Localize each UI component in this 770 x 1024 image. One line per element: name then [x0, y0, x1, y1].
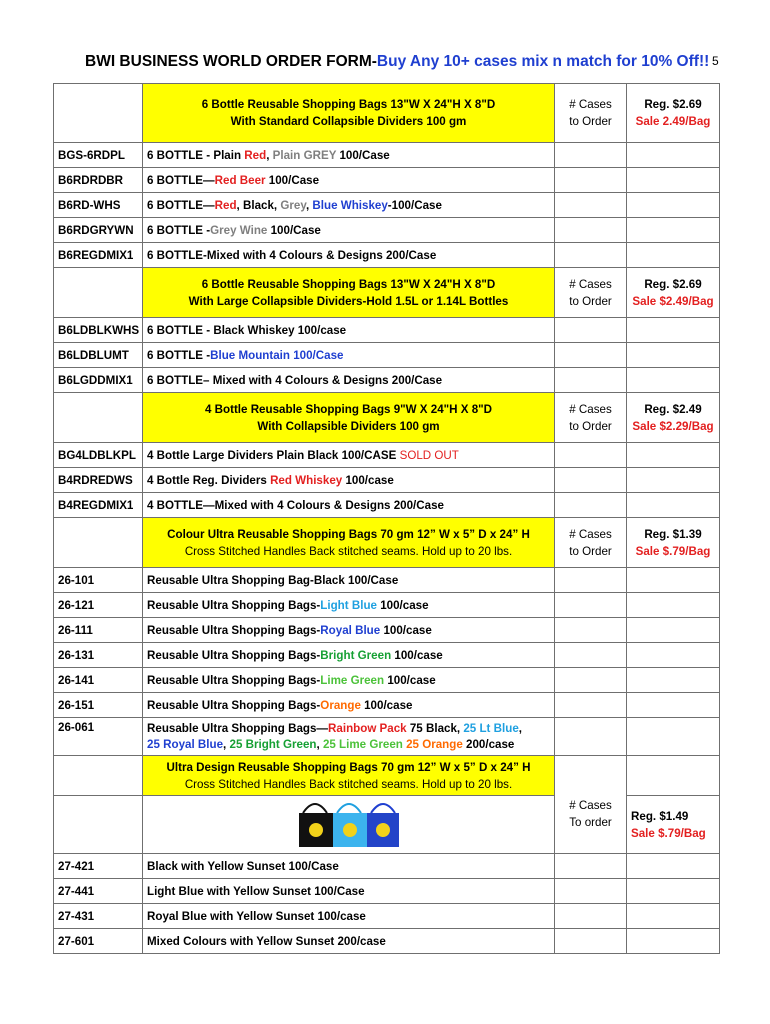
tote-bags-image [297, 797, 401, 849]
price-empty-cell [627, 368, 720, 393]
price-empty-cell [627, 929, 720, 954]
product-code: 26-121 [54, 593, 143, 618]
desc-part: 6 BOTTLE— [147, 198, 215, 212]
section-header [143, 268, 555, 318]
cases-label-line2: to Order [569, 115, 612, 128]
table-row [54, 929, 720, 954]
cases-input-cell[interactable] [555, 318, 627, 343]
desc-colour: Light Blue [320, 598, 377, 612]
table-row [54, 593, 720, 618]
desc-part: 6 BOTTLE - Plain [147, 148, 245, 162]
price-empty-cell [627, 218, 720, 243]
blank-code-cell [54, 84, 143, 143]
title-main: BWI BUSINESS WORLD ORDER FORM- [85, 53, 377, 70]
desc-colour: Red Whiskey [270, 473, 343, 487]
product-image [143, 796, 555, 854]
price-sale: Sale $2.29/Bag [632, 419, 714, 433]
desc-colour: Grey [280, 198, 306, 212]
product-code: 26-101 [54, 568, 143, 593]
cases-input-cell[interactable] [555, 218, 627, 243]
blank-code-cell [54, 268, 143, 318]
product-description [143, 343, 555, 368]
desc-colour: 25 Royal Blue [147, 737, 224, 751]
product-description [143, 443, 555, 468]
product-code: BGS-6RDPL [54, 143, 143, 168]
desc-colour: Orange [320, 698, 361, 712]
product-code: B6LDBLKWHS [54, 318, 143, 343]
product-code: B6LGDDMIX1 [54, 368, 143, 393]
price-empty-cell [627, 904, 720, 929]
price-empty-cell [627, 618, 720, 643]
product-description: 6 BOTTLE– Mixed with 4 Colours & Designs 200/Case [143, 368, 555, 393]
section-header-row [54, 84, 720, 143]
price-regular: Reg. $2.69 [644, 98, 702, 111]
price-empty-cell [627, 668, 720, 693]
desc-colour: Red [214, 198, 237, 212]
section-header [143, 756, 555, 796]
table-row [54, 218, 720, 243]
product-description [143, 218, 555, 243]
cases-label [555, 518, 627, 568]
table-row [54, 643, 720, 668]
cases-input-cell[interactable] [555, 368, 627, 393]
table-row [54, 854, 720, 879]
blank-code-cell [54, 756, 143, 796]
product-description: 6 BOTTLE-Mixed with 4 Colours & Designs 200/Case [143, 243, 555, 268]
product-description: Black with Yellow Sunset 100/Case [143, 854, 555, 879]
cases-input-cell[interactable] [555, 168, 627, 193]
cases-input-cell[interactable] [555, 343, 627, 368]
product-code: 27-601 [54, 929, 143, 954]
desc-colour: 25 Lime Green [322, 737, 403, 751]
table-row [54, 568, 720, 593]
page-title [85, 53, 709, 71]
table-row [54, 493, 720, 518]
desc-part: 100/Case [265, 173, 320, 187]
price-empty-cell [627, 493, 720, 518]
section-header-line1: Colour Ultra Reusable Shopping Bags 70 gm 12” W x 5” D x 24” H [167, 527, 530, 541]
table-row [54, 318, 720, 343]
cases-label-line1: # Cases [569, 799, 612, 812]
table-row [54, 343, 720, 368]
section-header-line2: Cross Stitched Handles Back stitched seams. Hold up to 20 lbs. [184, 777, 513, 791]
price-empty-cell [627, 243, 720, 268]
price-empty-cell [627, 693, 720, 718]
price-empty-cell [627, 318, 720, 343]
section-header-line1: 4 Bottle Reusable Shopping Bags 9"W X 24"H X 8"D [204, 402, 493, 416]
product-code: B6RDRDBR [54, 168, 143, 193]
desc-colour: Bright Green [320, 648, 392, 662]
cases-input-cell[interactable] [555, 879, 627, 904]
cases-input-cell[interactable] [555, 854, 627, 879]
blank-code-cell [54, 518, 143, 568]
section-header-row [54, 518, 720, 568]
section-header-row [54, 756, 720, 796]
product-description: 6 BOTTLE - Black Whiskey 100/case [143, 318, 555, 343]
product-description [143, 143, 555, 168]
cases-label-line2: To order [569, 816, 612, 829]
price-sale: Sale $.79/Bag [635, 544, 711, 558]
desc-part: 4 Bottle Reg. Dividers [147, 473, 271, 487]
cases-input-cell[interactable] [555, 443, 627, 468]
price-empty-cell [627, 593, 720, 618]
product-description [143, 193, 555, 218]
title-promo: Buy Any 10+ cases mix n match for 10% Off!! [376, 53, 710, 70]
cases-input-cell[interactable] [555, 618, 627, 643]
table-row [54, 368, 720, 393]
desc-part: , Black, [236, 198, 281, 212]
price-empty-cell [627, 443, 720, 468]
product-code: B4REGDMIX1 [54, 493, 143, 518]
desc-part: Reusable Ultra Shopping Bags- [147, 673, 321, 687]
section-header-line1: Ultra Design Reusable Shopping Bags 70 gm 12” W x 5” D x 24” H [166, 760, 531, 774]
section-header-line2: With Large Collapsible Dividers-Hold 1.5L or 1.14L Bottles [188, 294, 509, 308]
price-empty-cell [627, 468, 720, 493]
desc-part: Reusable Ultra Shopping Bags— [147, 721, 329, 735]
desc-part: , [266, 148, 273, 162]
product-description [143, 718, 555, 756]
price-regular: Reg. $2.49 [644, 402, 702, 416]
section-header [143, 393, 555, 443]
order-form-table [53, 83, 720, 954]
section-header-line1: 6 Bottle Reusable Shopping Bags 13"W X 24"H X 8"D [201, 277, 496, 291]
desc-part: -100/Case [387, 198, 442, 212]
product-code: 26-111 [54, 618, 143, 643]
product-code: 26-141 [54, 668, 143, 693]
desc-colour: Rainbow Pack [328, 721, 407, 735]
desc-part: 100/Case [267, 223, 321, 237]
desc-colour: Plain GREY [272, 148, 337, 162]
price-empty-cell [627, 143, 720, 168]
desc-part: 6 BOTTLE— [147, 173, 215, 187]
product-description [143, 693, 555, 718]
cases-input-cell[interactable] [555, 243, 627, 268]
desc-part: 6 BOTTLE - [147, 348, 211, 362]
blank-code-cell [54, 393, 143, 443]
desc-part: 100/case [384, 673, 436, 687]
product-description [143, 618, 555, 643]
price-regular: Reg. $2.69 [644, 277, 702, 291]
table-row [54, 668, 720, 693]
product-description: 4 BOTTLE—Mixed with 4 Colours & Designs 200/Case [143, 493, 555, 518]
desc-colour: Blue Mountain 100/Case [210, 348, 344, 362]
product-description [143, 593, 555, 618]
product-description: Reusable Ultra Shopping Bag-Black 100/Case [143, 568, 555, 593]
cases-input-cell[interactable] [555, 718, 627, 756]
desc-part: 100/case [391, 648, 443, 662]
price-sale: Sale $.79/Bag [631, 826, 706, 840]
price-empty-cell [627, 568, 720, 593]
cases-input-cell[interactable] [555, 493, 627, 518]
table-row [54, 618, 720, 643]
desc-part: 100/case [342, 473, 394, 487]
desc-part: 100/case [360, 698, 413, 712]
desc-part: , [316, 737, 323, 751]
price-empty-cell [627, 854, 720, 879]
desc-part: Reusable Ultra Shopping Bags- [147, 598, 321, 612]
product-description: Royal Blue with Yellow Sunset 100/case [143, 904, 555, 929]
cases-input-cell[interactable] [555, 468, 627, 493]
section-header-row [54, 268, 720, 318]
product-code: 27-431 [54, 904, 143, 929]
price-empty-cell [627, 343, 720, 368]
price-empty-cell [627, 756, 720, 796]
cases-input-cell[interactable] [555, 668, 627, 693]
product-code: 26-061 [54, 718, 143, 756]
desc-part: , [223, 737, 230, 751]
product-description: Mixed Colours with Yellow Sunset 200/case [143, 929, 555, 954]
desc-colour: Red [244, 148, 267, 162]
cases-label-line1: # Cases [569, 527, 612, 541]
product-description [143, 643, 555, 668]
cases-input-cell[interactable] [555, 929, 627, 954]
price-sale: Sale 2.49/Bag [635, 115, 711, 128]
desc-colour: 25 Lt Blue [463, 721, 519, 735]
section-header-line2: With Collapsible Dividers 100 gm [257, 419, 440, 433]
product-description: Light Blue with Yellow Sunset 100/Case [143, 879, 555, 904]
product-code: B6LDBLUMT [54, 343, 143, 368]
page-number: 5 [712, 54, 719, 68]
price-empty-cell [627, 168, 720, 193]
cases-label [555, 393, 627, 443]
product-code: 26-151 [54, 693, 143, 718]
price-regular: Reg. $1.49 [631, 809, 689, 823]
table-row [54, 718, 720, 756]
cases-input-cell[interactable] [555, 143, 627, 168]
table-row [54, 468, 720, 493]
desc-part: 75 Black, [406, 721, 464, 735]
desc-part: Reusable Ultra Shopping Bags- [147, 623, 321, 637]
desc-colour: Grey Wine [210, 223, 268, 237]
cases-label-line2: to Order [569, 544, 612, 558]
table-row [54, 904, 720, 929]
price-empty-cell [627, 643, 720, 668]
blank-code-cell [54, 796, 143, 854]
product-code: 26-131 [54, 643, 143, 668]
table-row [54, 443, 720, 468]
price-cell [627, 393, 720, 443]
section-header [143, 84, 555, 143]
cases-label-line2: to Order [569, 419, 612, 433]
desc-part: 200/case [462, 737, 515, 751]
table-row [54, 693, 720, 718]
desc-part: 6 BOTTLE - [147, 223, 211, 237]
price-cell [627, 268, 720, 318]
desc-colour: Lime Green [320, 673, 385, 687]
product-code: 27-421 [54, 854, 143, 879]
desc-colour: Red Beer [214, 173, 266, 187]
table-row [54, 243, 720, 268]
section-header-line2: Cross Stitched Handles Back stitched seams. Hold up to 20 lbs. [184, 544, 513, 558]
price-sale: Sale $2.49/Bag [632, 294, 714, 308]
price-empty-cell [627, 879, 720, 904]
section-header-row [54, 393, 720, 443]
desc-colour: Royal Blue [320, 623, 381, 637]
product-description [143, 468, 555, 493]
cases-label-line2: to Order [569, 294, 612, 308]
cases-input-cell[interactable] [555, 693, 627, 718]
desc-colour: Blue Whiskey [312, 198, 388, 212]
table-row [54, 143, 720, 168]
product-description [143, 168, 555, 193]
price-empty-cell [627, 718, 720, 756]
price-empty-cell [627, 193, 720, 218]
cases-label [555, 268, 627, 318]
table-row [54, 193, 720, 218]
product-code: B6RD-WHS [54, 193, 143, 218]
cases-label [555, 756, 627, 854]
product-code: BG4LDBLKPL [54, 443, 143, 468]
desc-part: , [305, 198, 313, 212]
cases-label [555, 84, 627, 143]
cases-label-line1: # Cases [569, 98, 612, 111]
price-cell [627, 84, 720, 143]
product-code: B6RDGRYWN [54, 218, 143, 243]
desc-part: 4 Bottle Large Dividers Plain Black 100/CASE [147, 448, 400, 462]
section-header [143, 518, 555, 568]
price-cell [627, 796, 720, 854]
product-code: 27-441 [54, 879, 143, 904]
sold-out-badge: SOLD OUT [399, 448, 459, 462]
desc-part: 100/case [376, 598, 429, 612]
cases-input-cell[interactable] [555, 593, 627, 618]
desc-part: 100/case [380, 623, 432, 637]
section-header-line2: With Standard Collapsible Dividers 100 gm [230, 115, 467, 128]
cases-label-line1: # Cases [569, 402, 612, 416]
cases-input-cell[interactable] [555, 643, 627, 668]
cases-input-cell[interactable] [555, 568, 627, 593]
table-row [54, 879, 720, 904]
product-description [143, 668, 555, 693]
table-row [54, 168, 720, 193]
cases-label-line1: # Cases [569, 277, 612, 291]
desc-colour: 25 Orange [406, 737, 463, 751]
cases-input-cell[interactable] [555, 193, 627, 218]
desc-part: 100/Case [336, 148, 390, 162]
cases-input-cell[interactable] [555, 904, 627, 929]
price-regular: Reg. $1.39 [644, 527, 702, 541]
desc-colour: 25 Bright Green [229, 737, 317, 751]
product-code: B6REGDMIX1 [54, 243, 143, 268]
desc-part: , [518, 721, 522, 735]
desc-part: Reusable Ultra Shopping Bags- [147, 648, 321, 662]
price-cell [627, 518, 720, 568]
section-header-line1: 6 Bottle Reusable Shopping Bags 13"W X 24"H X 8"D [201, 98, 496, 111]
product-code: B4RDREDWS [54, 468, 143, 493]
desc-part: Reusable Ultra Shopping Bags- [147, 698, 321, 712]
